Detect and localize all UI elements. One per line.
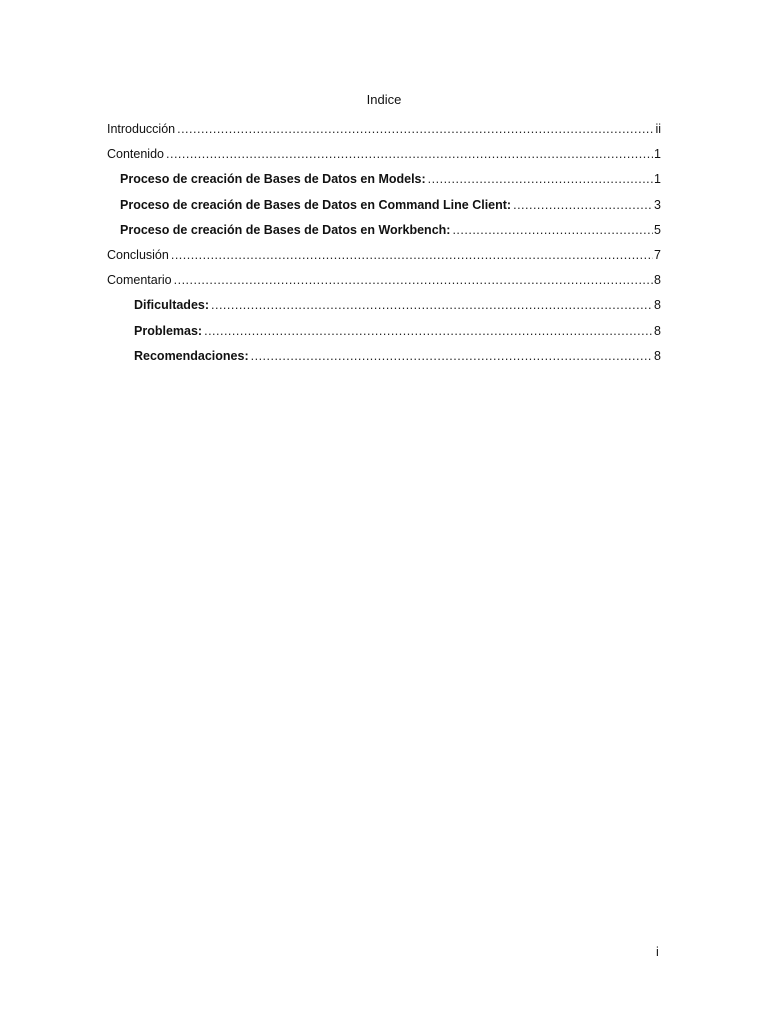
toc-leader-dots xyxy=(177,120,654,138)
toc-entry-page: ii xyxy=(655,122,661,136)
toc-entry-page: 8 xyxy=(654,273,661,288)
toc-entry-models[interactable] xyxy=(107,170,661,195)
toc-entry-page: 8 xyxy=(654,323,661,338)
toc-leader-dots xyxy=(513,196,653,214)
page-number: i xyxy=(656,945,659,959)
toc-leader-dots xyxy=(174,271,653,289)
toc-entry-introduccion[interactable] xyxy=(107,120,661,145)
toc-entry-label: Proceso de creación de Bases de Datos en Command Line Client: xyxy=(120,197,512,212)
toc-entry-conclusion[interactable] xyxy=(107,246,661,271)
toc-entry-page: 3 xyxy=(654,197,661,212)
toc-entry-page: 5 xyxy=(654,222,661,237)
toc-entry-workbench[interactable] xyxy=(107,221,661,246)
toc-leader-dots xyxy=(428,170,653,188)
toc-entry-page: 1 xyxy=(654,172,661,187)
toc-leader-dots xyxy=(452,221,653,239)
toc-entry-page: 1 xyxy=(654,147,661,162)
toc-entry-label: Comentario xyxy=(107,273,172,288)
toc-leader-dots xyxy=(204,322,653,340)
toc-entry-page: 8 xyxy=(654,348,661,363)
toc-entry-label: Proceso de creación de Bases de Datos en Models: xyxy=(120,172,426,187)
toc-entry-page: 8 xyxy=(654,298,661,313)
toc-entry-label: Recomendaciones: xyxy=(134,348,249,363)
toc-entry-label: Proceso de creación de Bases de Datos en Workbench: xyxy=(120,222,451,237)
toc-entry-comentario[interactable] xyxy=(107,271,661,296)
page-title: Indice xyxy=(366,92,402,107)
toc-entry-label: Introducción xyxy=(107,122,176,136)
toc-entry-problemas[interactable] xyxy=(107,322,661,347)
toc-entry-label: Problemas: xyxy=(134,323,203,338)
toc-leader-dots xyxy=(211,296,653,314)
toc-entry-label: Dificultades: xyxy=(134,298,210,313)
toc-entry-page: 7 xyxy=(654,247,661,262)
toc-entry-label: Conclusión xyxy=(107,247,169,262)
toc-entry-contenido[interactable] xyxy=(107,145,661,170)
toc-entry-command-line-client[interactable] xyxy=(107,196,661,221)
toc-leader-dots xyxy=(171,246,653,264)
toc-leader-dots xyxy=(251,347,653,365)
table-of-contents xyxy=(107,120,661,372)
toc-leader-dots xyxy=(166,145,653,163)
toc-entry-recomendaciones[interactable] xyxy=(107,347,661,372)
toc-entry-label: Contenido xyxy=(107,147,164,162)
toc-entry-dificultades[interactable] xyxy=(107,296,661,321)
